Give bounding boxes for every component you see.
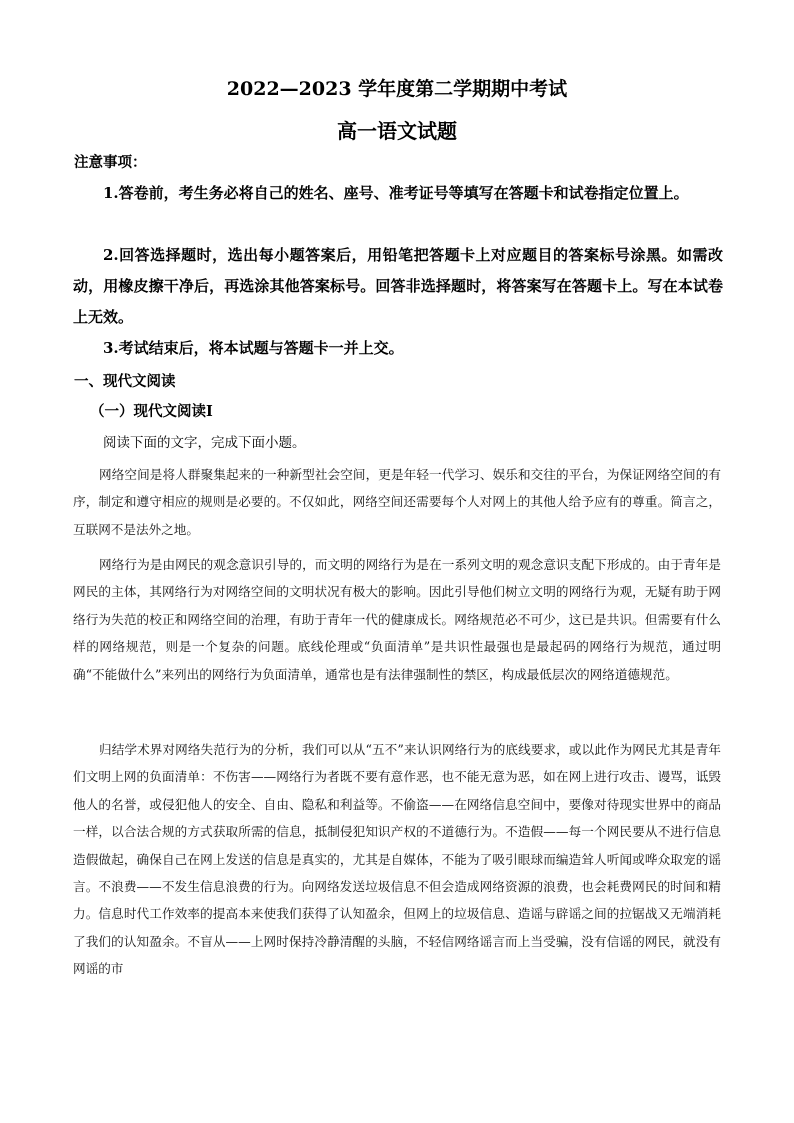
passage-paragraph-2: 网络行为是由网民的观念意识引导的，而文明的网络行为是在一系列文明的观念意识支配下形成的。由于青年是网民的主体，其网络行为对网络空间的文明状况有极大的影响。因此引导他们树立文明的网络行为观，无疑有助于网络行为失范的校正和网络空间的治理，有助于青年一代的健康成长。网络规范必不可少，这已是共识。但需要有什么样的网络规范，则是一个复杂的问题。底线伦理或“负面清单”是共识性最强也是最起码的网络行为规范，通过明确“不能做什么”来列出的网络行为负面清单，通常也是有法律强制性的禁区，构成最低层次的网络道德规范。 (73, 557, 721, 682)
notice-item-2: 2.回答选择题时，选出每小题答案后，用铅笔把答题卡上对应题目的答案标号涂黑。如需改动，用橡皮擦干净后，再选涂其他答案标号。回答非选择题时，将答案写在答题卡上。写在本试卷上无效。 (73, 246, 723, 326)
section-title: 一、现代文阅读 (74, 373, 176, 390)
exam-title: 2022—2023 学年度第二学期期中考试 (226, 78, 568, 100)
subsection-title: （一）现代文阅读Ⅰ (90, 403, 213, 420)
notice-item-1: 1.答卷前，考生务必将自己的姓名、座号、准考证号等填写在答题卡和试卷指定位置上。 (103, 184, 689, 202)
passage-paragraph-3: 归结学术界对网络失范行为的分析，我们可以从“五不”来认识网络行为的底线要求，或以此作为网民尤其是青年们文明上网的负面清单：不伤害——网络行为者既不要有意作恶，也不能无意为恶，如在网上进行攻击、谩骂，诋毁他人的名誉，或侵犯他人的安全、自由、隐私和利益等。不偷盗——在网络信息空间中，要像对待现实世界中的商品一样，以合法合规的方式获取所需的信息，抵制侵犯知识产权的不道德行为。不造假——每一个网民要从不进行信息造假做起，确保自己在网上发送的信息是真实的，尤其是自媒体，不能为了吸引眼球而编造耸人听闻或哗众取宠的谣言。不浪费——不发生信息浪费的行为。向网络发送垃圾信息不但会造成网络资源的浪费，也会耗费网民的时间和精力。信息时代工作效率的提高本来使我们获得了认知盈余，但网上的垃圾信息、造谣与辟谣之间的拉锯战又无端消耗了我们的认知盈余。不盲从——上网时保持冷静清醒的头脑，不轻信网络谣言而上当受骗，没有信谣的网民，就没有网谣的市 (73, 742, 721, 977)
reading-instruction: 阅读下面的文字，完成下面小题。 (103, 435, 306, 451)
passage-paragraph-1: 网络空间是将人群聚集起来的一种新型社会空间，更是年轻一代学习、娱乐和交往的平台，为保证网络空间的有序，制定和遵守相应的规则是必要的。不仅如此，网络空间还需要每个人对网上的其他人给予应有的尊重。简言之，互联网不是法外之地。 (73, 467, 721, 537)
notice-item-3: 3.考试结束后，将本试题与答题卡一并上交。 (103, 339, 404, 357)
notice-heading: 注意事项： (74, 154, 147, 171)
exam-subtitle: 高一语文试题 (337, 119, 457, 143)
